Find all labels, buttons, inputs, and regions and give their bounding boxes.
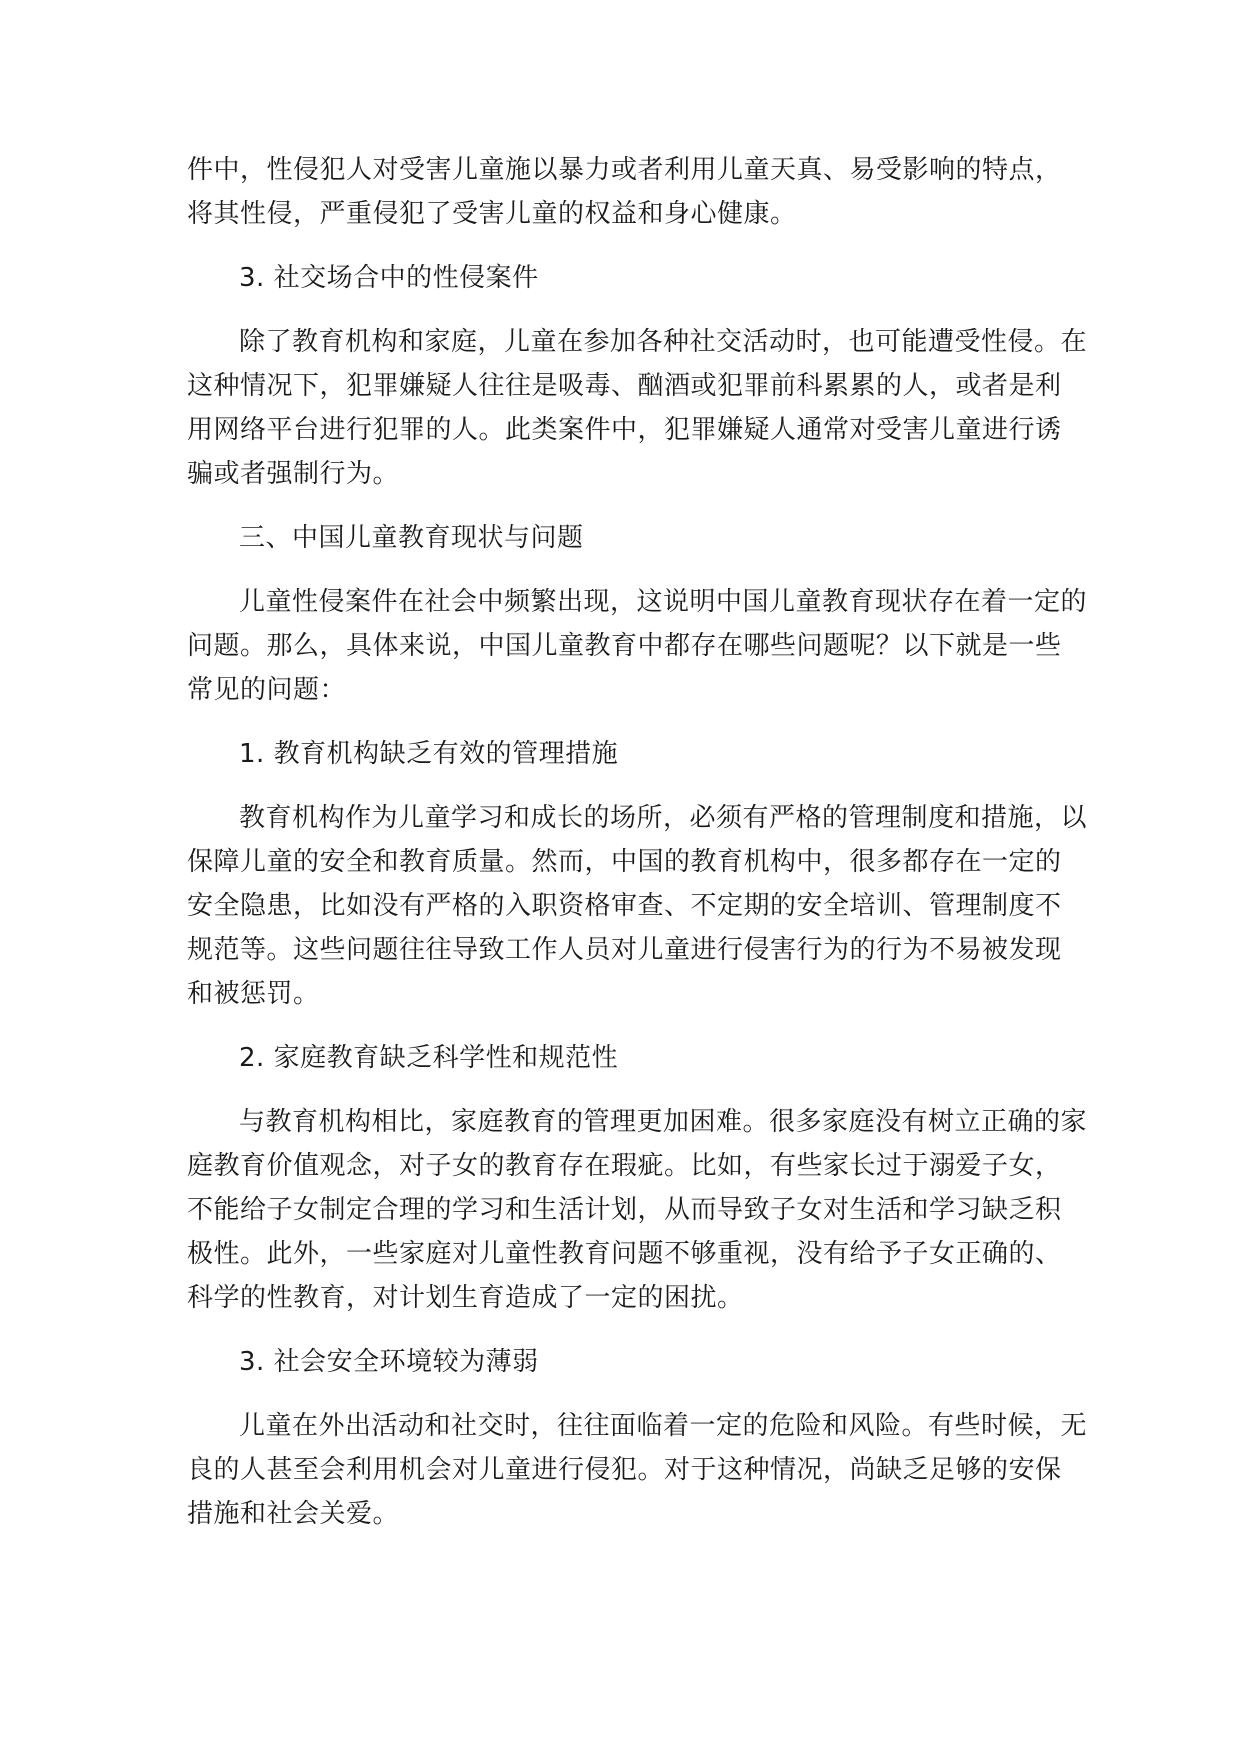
subheading-institution-management: 1. 教育机构缺乏有效的管理措施 bbox=[239, 739, 619, 769]
document-page bbox=[187, 148, 1087, 1536]
paragraph-family-education: 与教育机构相比，家庭教育的管理更加困难。很多家庭没有树立正确的家庭教育价值观念，对子女的教育存在瑕疵。比如，有些家长过于溺爱子女，不能给子女制定合理的学习和生活计划，从而导致子女对生活和学习缺乏积极性。此外，一些家庭对儿童性教育问题不够重视，没有给予子女正确的、科学的性教育，对计划生育造成了一定的困扰。 bbox=[187, 1107, 1088, 1313]
paragraph-social-cases: 除了教育机构和家庭，儿童在参加各种社交活动时，也可能遭受性侵。在这种情况下，犯罪嫌疑人往往是吸毒、酗酒或犯罪前科累累的人，或者是利用网络平台进行犯罪的人。此类案件中，犯罪嫌疑人通常对受害儿童进行诱骗或者强制行为。 bbox=[187, 327, 1088, 489]
paragraph-institution-management: 教育机构作为儿童学习和成长的场所，必须有严格的管理制度和措施，以保障儿童的安全和教育质量。然而，中国的教育机构中，很多都存在一定的安全隐患，比如没有严格的入职资格审查、不定期的安全培训、管理制度不规范等。这些问题往往导致工作人员对儿童进行侵害行为的行为不易被发现和被惩罚。 bbox=[187, 803, 1088, 1009]
paragraph-education-intro: 儿童性侵案件在社会中频繁出现，这说明中国儿童教育现状存在着一定的问题。那么，具体来说，中国儿童教育中都存在哪些问题呢？以下就是一些常见的问题： bbox=[187, 587, 1088, 705]
paragraph-continued: 件中，性侵犯人对受害儿童施以暴力或者利用儿童天真、易受影响的特点，将其性侵，严重侵犯了受害儿童的权益和身心健康。 bbox=[187, 155, 1062, 229]
section-heading-education-status: 三、中国儿童教育现状与问题 bbox=[239, 523, 584, 553]
subheading-social-safety: 3. 社会安全环境较为薄弱 bbox=[239, 1347, 539, 1377]
subheading-social-cases: 3. 社交场合中的性侵案件 bbox=[239, 263, 539, 293]
subheading-family-education: 2. 家庭教育缺乏科学性和规范性 bbox=[239, 1043, 619, 1073]
paragraph-social-safety: 儿童在外出活动和社交时，往往面临着一定的危险和风险。有些时候，无良的人甚至会利用机会对儿童进行侵犯。对于这种情况，尚缺乏足够的安保措施和社会关爱。 bbox=[187, 1411, 1088, 1529]
